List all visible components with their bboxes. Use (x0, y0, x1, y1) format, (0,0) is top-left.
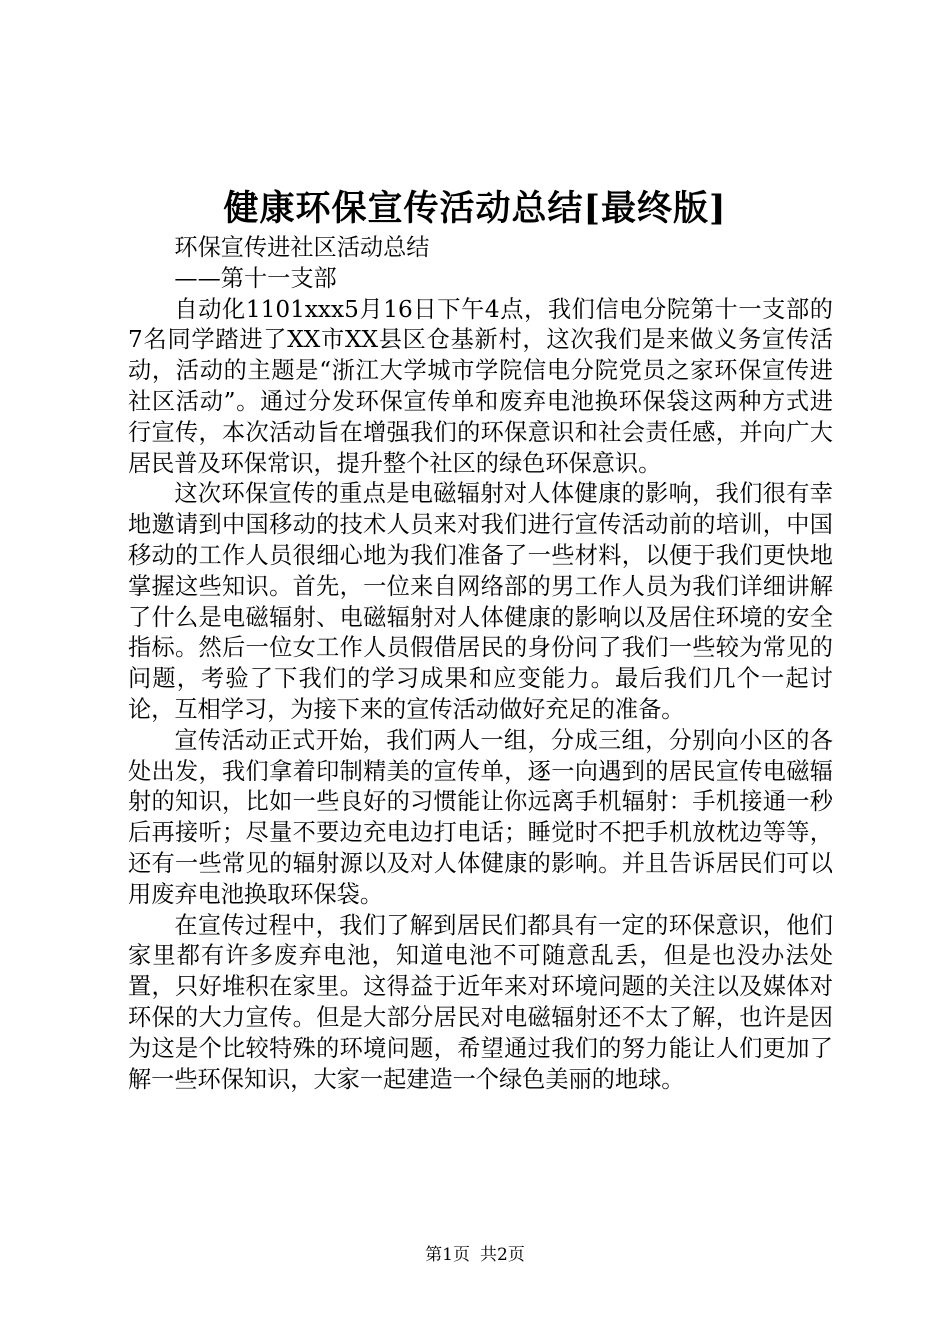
paragraph: 自动化1101xxx5月16日下午4点，我们信电分院第十一支部的7名同学踏进了XX市XX县区仓基新村，这次我们是来做义务宣传活动，活动的主题是“浙江大学城市学院信电分院党员之家环保宣传进社区活动”。通过分发环保宣传单和废弃电池换环保袋这两种方式进行宣传，本次活动旨在增强我们的环保意识和社会责任感，并向广大居民普及环保常识，提升整个社区的绿色环保意识。 (128, 295, 833, 477)
paragraph: 这次环保宣传的重点是电磁辐射对人体健康的影响，我们很有幸地邀请到中国移动的技术人员来对我们进行宣传活动前的培训，中国移动的工作人员很细心地为我们准备了一些材料，以便于我们更快地掌握这些知识。首先，一位来自网络部的男工作人员为我们详细讲解了什么是电磁辐射、电磁辐射对人体健康的影响以及居住环境的安全指标。然后一位女工作人员假借居民的身份问了我们一些较为常见的问题，考验了下我们的学习成果和应变能力。最后我们几个一起讨论，互相学习，为接下来的宣传活动做好充足的准备。 (128, 480, 833, 723)
paragraph: 在宣传过程中，我们了解到居民们都具有一定的环保意识，他们家里都有许多废弃电池，知道电池不可随意乱丢，但是也没办法处置，只好堆积在家里。这得益于近年来对环境问题的关注以及媒体对环保的大力宣传。但是大部分居民对电磁辐射还不太了解，也许是因为这是个比较特殊的环境问题，希望通过我们的努力能让人们更加了解一些环保知识，大家一起建造一个绿色美丽的地球。 (128, 911, 833, 1093)
document-title: 健康环保宣传活动总结[最终版] (223, 188, 727, 229)
page-number: 第1页 (425, 1245, 470, 1265)
document-body (128, 233, 833, 1095)
document-subtitle: 环保宣传进社区活动总结 (174, 234, 430, 261)
author-line: ——第十一支部 (174, 264, 337, 292)
page-total: 共2页 (480, 1245, 525, 1265)
paragraph: 宣传活动正式开始，我们两人一组，分成三组，分别向小区的各处出发，我们拿着印制精美的宣传单，逐一向遇到的居民宣传电磁辐射的知识，比如一些良好的习惯能让你远离手机辐射：手机接通一秒后再接听；尽量不要边充电边打电话；睡觉时不把手机放枕边等等，还有一些常见的辐射源以及对人体健康的影响。并且告诉居民们可以用废弃电池换取环保袋。 (128, 726, 833, 908)
page-footer (0, 1243, 950, 1267)
